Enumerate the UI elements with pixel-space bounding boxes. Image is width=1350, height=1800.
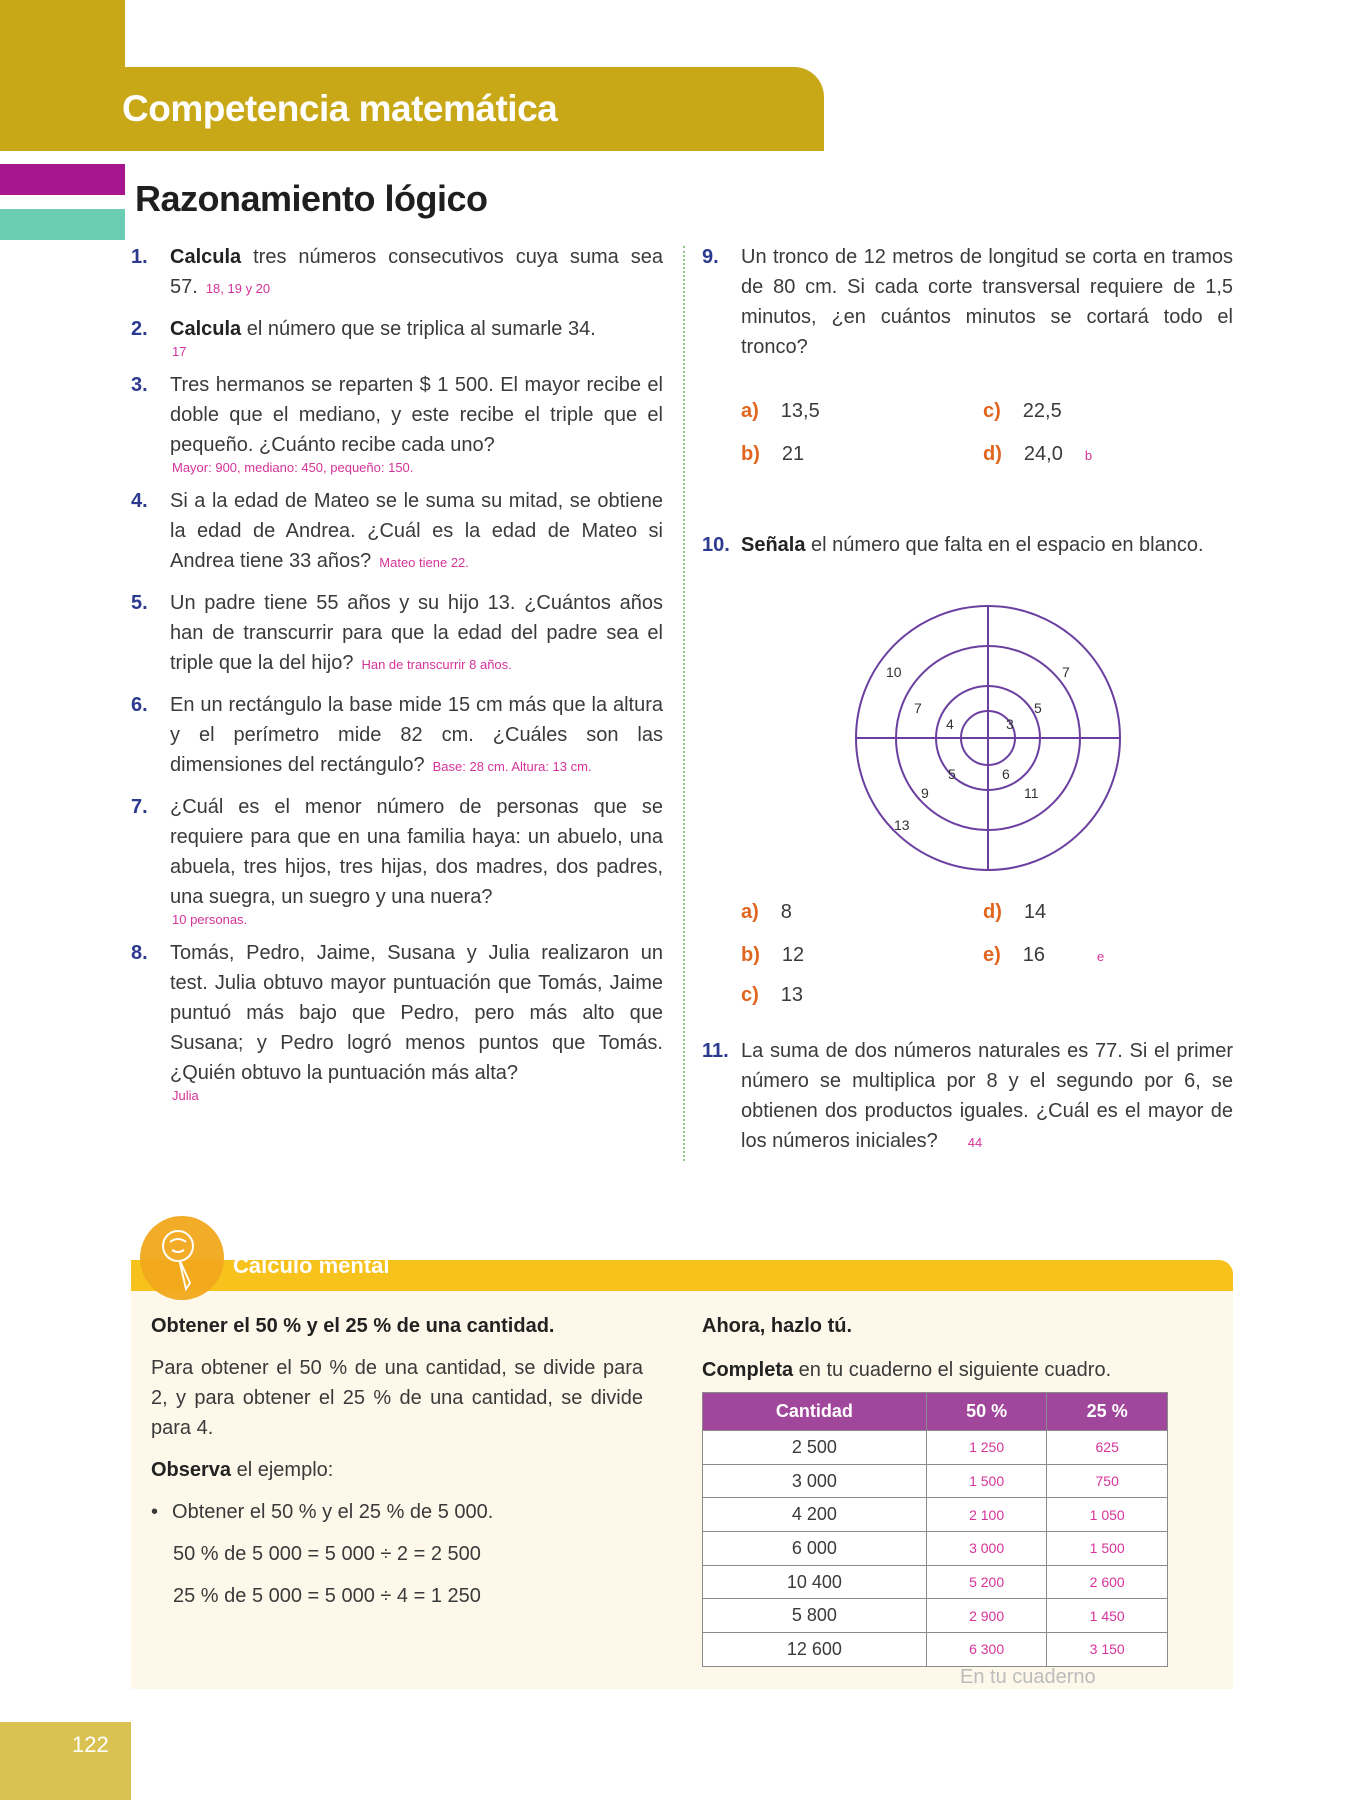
answer-cell: 750 bbox=[1047, 1464, 1168, 1498]
option-key: d) bbox=[983, 443, 1002, 465]
answer-cell: 1 500 bbox=[1047, 1532, 1168, 1566]
option-value: 21 bbox=[781, 443, 805, 465]
magenta-accent-bar bbox=[0, 164, 125, 195]
target-number: 4 bbox=[946, 716, 954, 732]
column-header: Cantidad bbox=[703, 1393, 927, 1431]
exercise-number: 2. bbox=[131, 318, 148, 340]
target-number: 7 bbox=[1062, 664, 1070, 680]
answer-cell: 6 300 bbox=[926, 1633, 1047, 1667]
option-key: b) bbox=[741, 443, 760, 465]
table-row bbox=[703, 1498, 1168, 1532]
option-key: c) bbox=[983, 400, 1001, 422]
answer-text: Han de transcurrir 8 años. bbox=[361, 657, 512, 672]
option-value: 8 bbox=[780, 901, 792, 923]
answer-cell: 3 000 bbox=[926, 1532, 1047, 1566]
quantity-cell: 3 000 bbox=[703, 1464, 927, 1498]
column-header: 25 % bbox=[1047, 1393, 1168, 1431]
target-number: 10 bbox=[886, 664, 902, 680]
quantity-cell: 10 400 bbox=[703, 1565, 927, 1599]
target-number: 5 bbox=[1034, 700, 1042, 716]
target-number: 9 bbox=[921, 785, 929, 801]
exercise-number: 7. bbox=[131, 796, 148, 818]
option-key: a) bbox=[741, 400, 759, 422]
observa-label: Observa bbox=[151, 1459, 232, 1481]
exercise-11 bbox=[702, 1036, 1233, 1158]
percent-table bbox=[702, 1392, 1168, 1667]
answer-cell: 1 050 bbox=[1047, 1498, 1168, 1532]
answer-text: e bbox=[1097, 949, 1105, 964]
answer-cell: 1 500 bbox=[926, 1464, 1047, 1498]
exercise-text: Un padre tiene 55 años y su hijo 13. ¿Cuántos años han de transcurrir para que la edad del padre sea el triple que la del hijo? bbox=[170, 592, 663, 674]
target-number: 13 bbox=[894, 817, 910, 833]
exercise-number: 6. bbox=[131, 694, 148, 716]
table-row bbox=[703, 1532, 1168, 1566]
target-number: 3 bbox=[1006, 716, 1014, 732]
answer-text: Base: 28 cm. Altura: 13 cm. bbox=[432, 759, 592, 774]
answer-cell: 1 250 bbox=[926, 1431, 1047, 1465]
answer-text: 10 personas. bbox=[172, 912, 248, 927]
exercise-number: 9. bbox=[702, 246, 719, 268]
exercise-text: ¿Cuál es el menor número de personas que se requiere para que en una familia haya: un abuelo, una abuela, tres hijos, tres hijas, dos madres, dos padres, una suegra, un suegro y una nuera? bbox=[170, 796, 663, 908]
bullet-icon: • bbox=[151, 1501, 159, 1523]
left-exercise-list bbox=[131, 242, 663, 1104]
column-divider bbox=[683, 246, 685, 1161]
table-row bbox=[703, 1464, 1168, 1498]
table-row bbox=[703, 1599, 1168, 1633]
answer-text: Julia bbox=[172, 1088, 199, 1103]
exercise-text: Un tronco de 12 metros de longitud se corta en tramos de 80 cm. Si cada corte transversal requiere de 1,5 minutos, ¿en cuántos minutos se cortará todo el tronco? bbox=[741, 246, 1233, 358]
exercise-number: 11. bbox=[702, 1040, 729, 1062]
example-equation-1: 50 % de 5 000 = 5 000 ÷ 2 = 2 500 bbox=[173, 1543, 481, 1565]
answer-cell: 2 100 bbox=[926, 1498, 1047, 1532]
target-number: 5 bbox=[948, 766, 956, 782]
option-key: e) bbox=[983, 944, 1001, 966]
option-e[interactable] bbox=[983, 944, 1104, 967]
exercise-text: el número que se triplica al sumarle 34. bbox=[241, 318, 596, 340]
exercise-verb: Señala bbox=[741, 534, 806, 556]
exercise-text: el número que falta en el espacio en blanco. bbox=[805, 534, 1204, 556]
page-title: Razonamiento lógico bbox=[135, 178, 488, 219]
completa-text: en tu cuaderno el siguiente cuadro. bbox=[793, 1359, 1112, 1381]
table-row bbox=[703, 1431, 1168, 1465]
option-value: 13 bbox=[780, 984, 804, 1006]
calculo-explanation bbox=[151, 1311, 643, 1611]
exercise-1 bbox=[131, 242, 663, 304]
exercise-number: 8. bbox=[131, 942, 148, 964]
option-a[interactable] bbox=[741, 901, 792, 924]
exercise-number: 10. bbox=[702, 534, 730, 556]
exercise-2 bbox=[131, 314, 663, 360]
calculo-mental-title: Cálculo mental bbox=[233, 1253, 390, 1278]
completa-line bbox=[702, 1355, 1111, 1385]
calculo-heading: Obtener el 50 % y el 25 % de una cantidad. bbox=[151, 1315, 555, 1337]
target-number: 11 bbox=[1024, 785, 1039, 801]
option-value: 16 bbox=[1022, 944, 1046, 966]
exercise-7 bbox=[131, 792, 663, 928]
bullet-text: Obtener el 50 % y el 25 % de 5 000. bbox=[172, 1501, 494, 1523]
section-title: Competencia matemática bbox=[122, 88, 558, 129]
option-value: 22,5 bbox=[1022, 400, 1062, 422]
option-c[interactable] bbox=[741, 984, 803, 1007]
quantity-cell: 4 200 bbox=[703, 1498, 927, 1532]
table-row bbox=[703, 1633, 1168, 1667]
brain-pencil-icon bbox=[140, 1216, 224, 1300]
exercise-3 bbox=[131, 370, 663, 476]
page-number: 122 bbox=[72, 1732, 109, 1757]
exercise-text: Si a la edad de Mateo se le suma su mitad, se obtiene la edad de Andrea. ¿Cuál es la edad de Mateo si Andrea tiene 33 años? bbox=[170, 490, 663, 572]
target-diagram bbox=[846, 596, 1130, 880]
exercise-number: 1. bbox=[131, 246, 148, 268]
answer-cell: 5 200 bbox=[926, 1565, 1047, 1599]
teal-accent-bar bbox=[0, 209, 125, 240]
exercise-5 bbox=[131, 588, 663, 680]
option-key: c) bbox=[741, 984, 759, 1006]
practice-heading: Ahora, hazlo tú. bbox=[702, 1315, 852, 1337]
exercise-text: La suma de dos números naturales es 77. Si el primer número se multiplica por 8 y el segundo por 6, se obtienen dos productos iguales. ¿Cuál es el mayor de los números iniciales? bbox=[741, 1040, 1233, 1152]
observa-line bbox=[151, 1455, 643, 1485]
exercise-text: tres números consecutivos cuya suma sea 57. bbox=[170, 246, 663, 298]
quantity-cell: 5 800 bbox=[703, 1599, 927, 1633]
observa-text: el ejemplo: bbox=[231, 1459, 334, 1481]
answer-cell: 2 600 bbox=[1047, 1565, 1168, 1599]
exercise-8 bbox=[131, 938, 663, 1104]
option-value: 13,5 bbox=[780, 400, 820, 422]
exercise-number: 3. bbox=[131, 374, 148, 396]
option-key: b) bbox=[741, 944, 760, 966]
option-value: 14 bbox=[1023, 901, 1047, 923]
option-value: 24,0 bbox=[1023, 443, 1063, 465]
answer-cell: 3 150 bbox=[1047, 1633, 1168, 1667]
answer-text: 17 bbox=[172, 344, 187, 359]
option-a[interactable] bbox=[741, 400, 820, 423]
table-row bbox=[703, 1565, 1168, 1599]
answer-text: 44 bbox=[967, 1135, 983, 1150]
column-header: 50 % bbox=[926, 1393, 1047, 1431]
answer-text: Mayor: 900, mediano: 450, pequeño: 150. bbox=[172, 460, 414, 475]
option-d[interactable] bbox=[983, 443, 1092, 466]
exercise-verb: Calcula bbox=[170, 318, 242, 340]
example-equation-2: 25 % de 5 000 = 5 000 ÷ 4 = 1 250 bbox=[173, 1585, 481, 1607]
exercise-10 bbox=[702, 530, 1233, 560]
exercise-text: Tomás, Pedro, Jaime, Susana y Julia realizaron un test. Julia obtuvo mayor puntuación que Tomás, Jaime puntuó más bajo que Pedro, pero más alto que Susana; y Pedro logró menos puntos que Tomás. ¿Quién obtuvo la puntuación más alta? bbox=[170, 942, 663, 1084]
option-key: a) bbox=[741, 901, 759, 923]
answer-text: 18, 19 y 20 bbox=[205, 281, 271, 296]
target-number: 7 bbox=[914, 700, 922, 716]
quantity-cell: 12 600 bbox=[703, 1633, 927, 1667]
exercise-text: Tres hermanos se reparten $ 1 500. El mayor recibe el doble que el mediano, y este recibe el triple que el pequeño. ¿Cuánto recibe cada uno? bbox=[170, 374, 663, 456]
option-b[interactable] bbox=[741, 443, 804, 466]
answer-text: Mateo tiene 22. bbox=[379, 555, 469, 570]
exercise-text: En un rectángulo la base mide 15 cm más que la altura y el perímetro mide 82 cm. ¿Cuáles son las dimensiones del rectángulo? bbox=[170, 694, 663, 776]
exercise-verb: Calcula bbox=[170, 246, 242, 268]
answer-cell: 2 900 bbox=[926, 1599, 1047, 1633]
page-number-block bbox=[0, 1722, 131, 1800]
target-number: 6 bbox=[1002, 766, 1010, 782]
calculo-paragraph: Para obtener el 50 % de una cantidad, se divide para 2, y para obtener el 25 % de una cantidad, se divide para 4. bbox=[151, 1357, 643, 1439]
watermark-text: En tu cuaderno bbox=[960, 1666, 1096, 1688]
option-d[interactable] bbox=[983, 901, 1046, 924]
exercise-number: 4. bbox=[131, 490, 148, 512]
completa-label: Completa bbox=[702, 1359, 794, 1381]
quantity-cell: 2 500 bbox=[703, 1431, 927, 1465]
quantity-cell: 6 000 bbox=[703, 1532, 927, 1566]
option-key: d) bbox=[983, 901, 1002, 923]
option-b[interactable] bbox=[741, 944, 804, 967]
bullet-item bbox=[151, 1497, 643, 1527]
option-c[interactable] bbox=[983, 400, 1062, 423]
exercise-9 bbox=[702, 242, 1233, 362]
option-value: 12 bbox=[781, 944, 805, 966]
answer-text: b bbox=[1084, 448, 1093, 463]
exercise-number: 5. bbox=[131, 592, 148, 614]
answer-cell: 1 450 bbox=[1047, 1599, 1168, 1633]
exercise-4 bbox=[131, 486, 663, 578]
answer-cell: 625 bbox=[1047, 1431, 1168, 1465]
exercise-6 bbox=[131, 690, 663, 782]
